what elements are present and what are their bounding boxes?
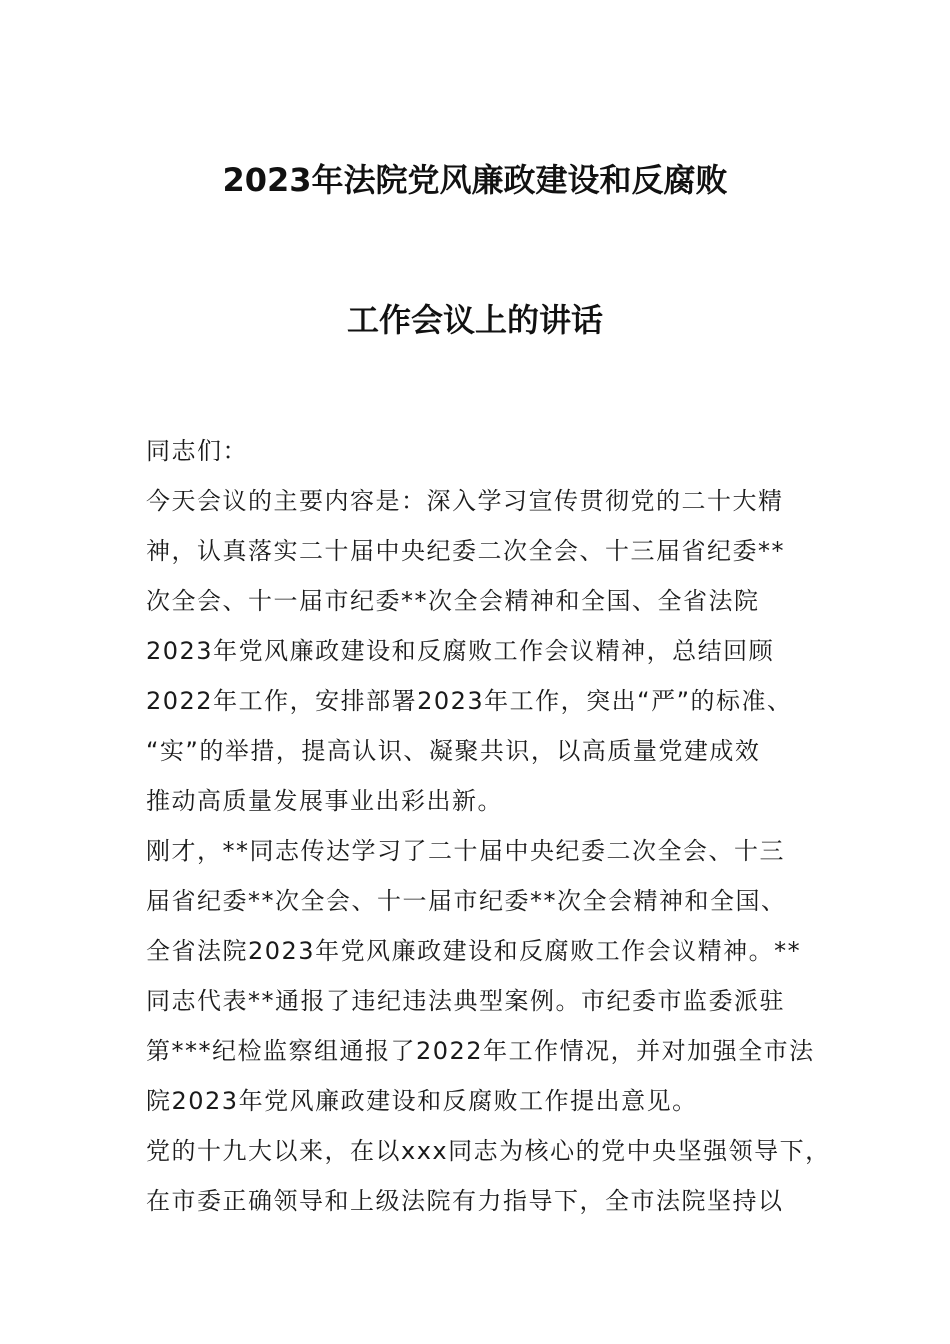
salutation-line: 同志们： — [146, 437, 248, 465]
body-line: 院2023年党风廉政建设和反腐败工作提出意见。 — [146, 1087, 698, 1115]
body-line: 2022年工作，安排部署2023年工作，突出“严”的标准、 — [146, 687, 793, 715]
body-line: 同志代表**通报了违纪违法典型案例。市纪委市监委派驻 — [146, 987, 785, 1015]
body-line: 党的十九大以来，在以xxx同志为核心的党中央坚强领导下， — [146, 1137, 831, 1165]
document-title-line-2: 工作会议上的讲话 — [346, 301, 603, 339]
body-line: 第***纪检监察组通报了2022年工作情况，并对加强全市法 — [146, 1037, 815, 1065]
body-line: 刚才，**同志传达学习了二十届中央纪委二次全会、十三 — [146, 837, 785, 865]
body-line: 神，认真落实二十届中央纪委二次全会、十三届省纪委** — [146, 537, 785, 565]
body-line: 全省法院2023年党风廉政建设和反腐败工作会议精神。** — [146, 937, 802, 965]
body-line: 次全会、十一届市纪委**次全会精神和全国、全省法院 — [146, 587, 760, 615]
body-line: 推动高质量发展事业出彩出新。 — [146, 787, 503, 815]
body-line: 届省纪委**次全会、十一届市纪委**次全会精神和全国、 — [146, 887, 787, 915]
body-line: 2023年党风廉政建设和反腐败工作会议精神，总结回顾 — [146, 637, 775, 665]
document-title-line-1: 2023年法院党风廉政建设和反腐败 — [222, 161, 728, 199]
body-line: 今天会议的主要内容是：深入学习宣传贯彻党的二十大精 — [146, 487, 784, 515]
body-line: 在市委正确领导和上级法院有力指导下，全市法院坚持以 — [146, 1187, 784, 1215]
body-line: “实”的举措，提高认识、凝聚共识，以高质量党建成效 — [146, 737, 761, 765]
